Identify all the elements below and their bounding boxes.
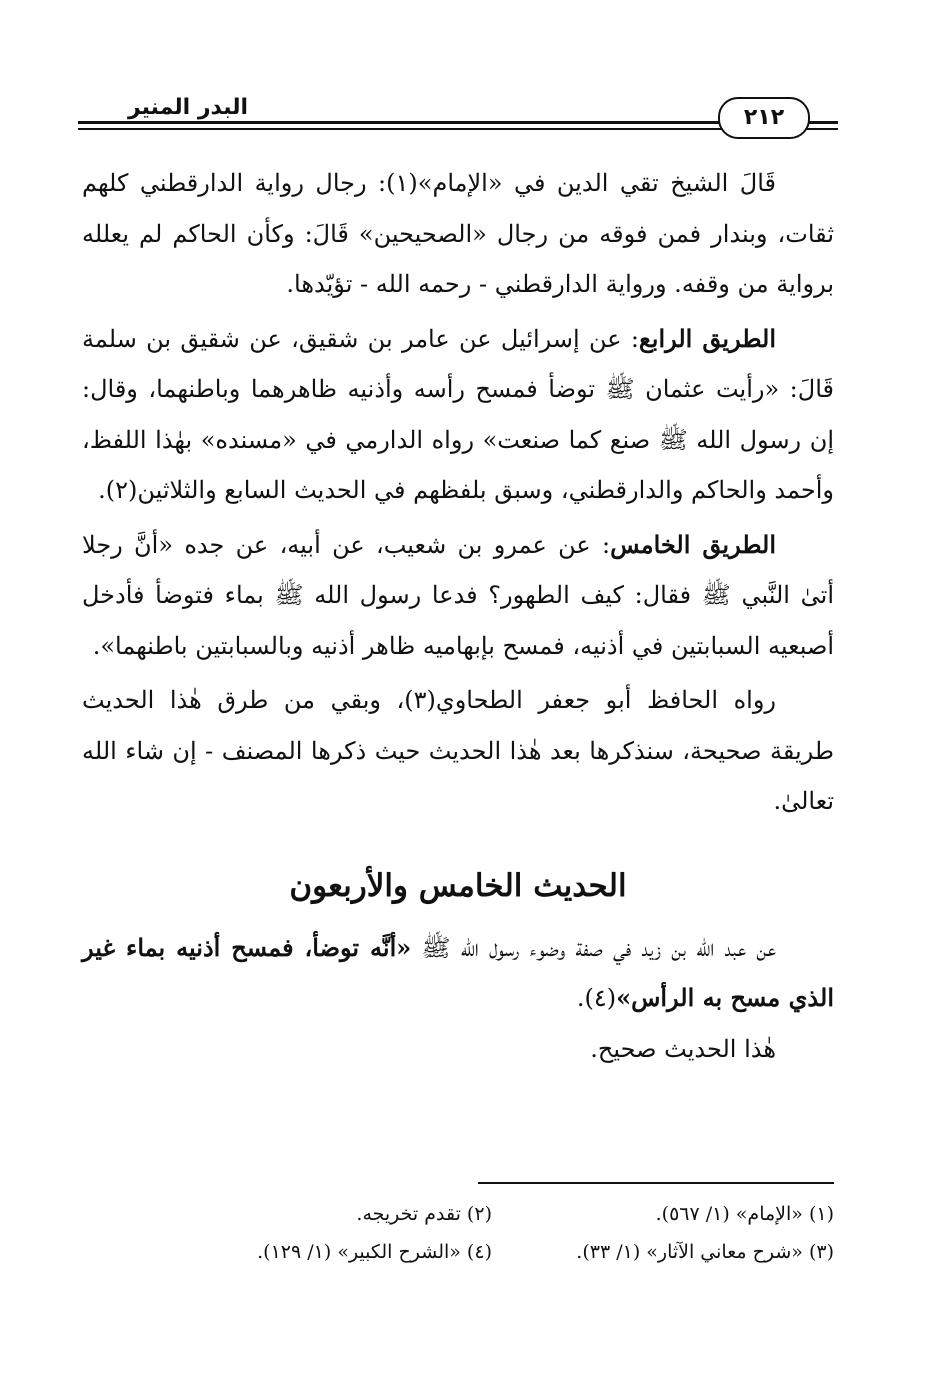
paragraph-2-lead: الطريق الرابع [639,323,776,353]
paragraph-5-text: عن عبد الله بن زيد في صفة وضوء رسول الله ﷺ [411,933,777,962]
paragraph-3 [82,520,834,672]
main-text [82,158,834,1074]
footnote-row [150,1195,834,1233]
book-title: البدر المنير [118,95,258,120]
footnotes [150,1195,834,1271]
paragraph-5-quote: «أنَّه توضأ، فمسح أذنيه بماء غير الذي مسح به الرأس» [82,932,834,1012]
page-number: ٢١٢ [718,97,810,139]
paragraph-5-ref: (٤). [576,984,617,1012]
paragraph-3-lead: الطريق الخامس [610,529,777,559]
paragraph-5 [82,923,834,1024]
footnote-4: (٤) «الشرح الكبير» (١/ ١٢٩). [257,1241,492,1263]
paragraph-2 [82,314,834,516]
footnote-3: (٣) «شرح معاني الآثار» (١/ ٣٣). [576,1241,834,1263]
paragraph-6: هٰذا الحديث صحيح. [590,1034,776,1063]
paragraph-1: قَالَ الشيخ تقي الدين في «الإمام»(١): رجال رواية الدارقطني كلهم ثقات، وبندار فمن فوقه من رجال «الصحيحين» قَالَ: وكأن الحاكم لم يعلله برواية من وقفه. ورواية الدارقطني - رحمه الله - تؤيّدها. [82,169,834,298]
paragraph-2-text: : عن إسرائيل عن عامر بن شقيق، عن شقيق بن سلمة قَالَ: «رأيت عثمان ﷺ توضأ فمسح رأسه وأذنيه ظاهرهما وباطنهما، وقال: إن رسول الله ﷺ صنع كما صنعت» رواه الدارمي في «مسنده» بهٰذا اللفظ، وأحمد والحاكم والدارقطني، وسبق بلفظهم في الحديث السابع والثلاثين(٢). [82,324,834,504]
footnote-row [150,1233,834,1271]
footnote-1: (١) «الإمام» (١/ ٥٦٧). [655,1203,834,1225]
footnote-separator [478,1182,834,1184]
footnote-2: (٢) تقدم تخريجه. [356,1203,492,1225]
paragraph-3-text: : عن عمرو بن شعيب، عن أبيه، عن جده «أنَّ رجلا أتىٰ النَّبي ﷺ فقال: كيف الطهور؟ فدعا رسول الله ﷺ بماء فتوضأ فأدخل أصبعيه السبابتين في أذنيه، فمسح بإبهاميه ظاهر أذنيه وبالسبابتين باطنهما». [82,530,834,660]
page-header [78,95,838,143]
section-heading: الحديث الخامس والأربعون [289,867,627,904]
paragraph-4: رواه الحافظ أبو جعفر الطحاوي(٣)، وبقي من طرق هٰذا الحديث طريقة صحيحة، سنذكرها بعد هٰذا الحديث حيث ذكرها المصنف - إن شاء الله تعالىٰ. [82,686,834,815]
